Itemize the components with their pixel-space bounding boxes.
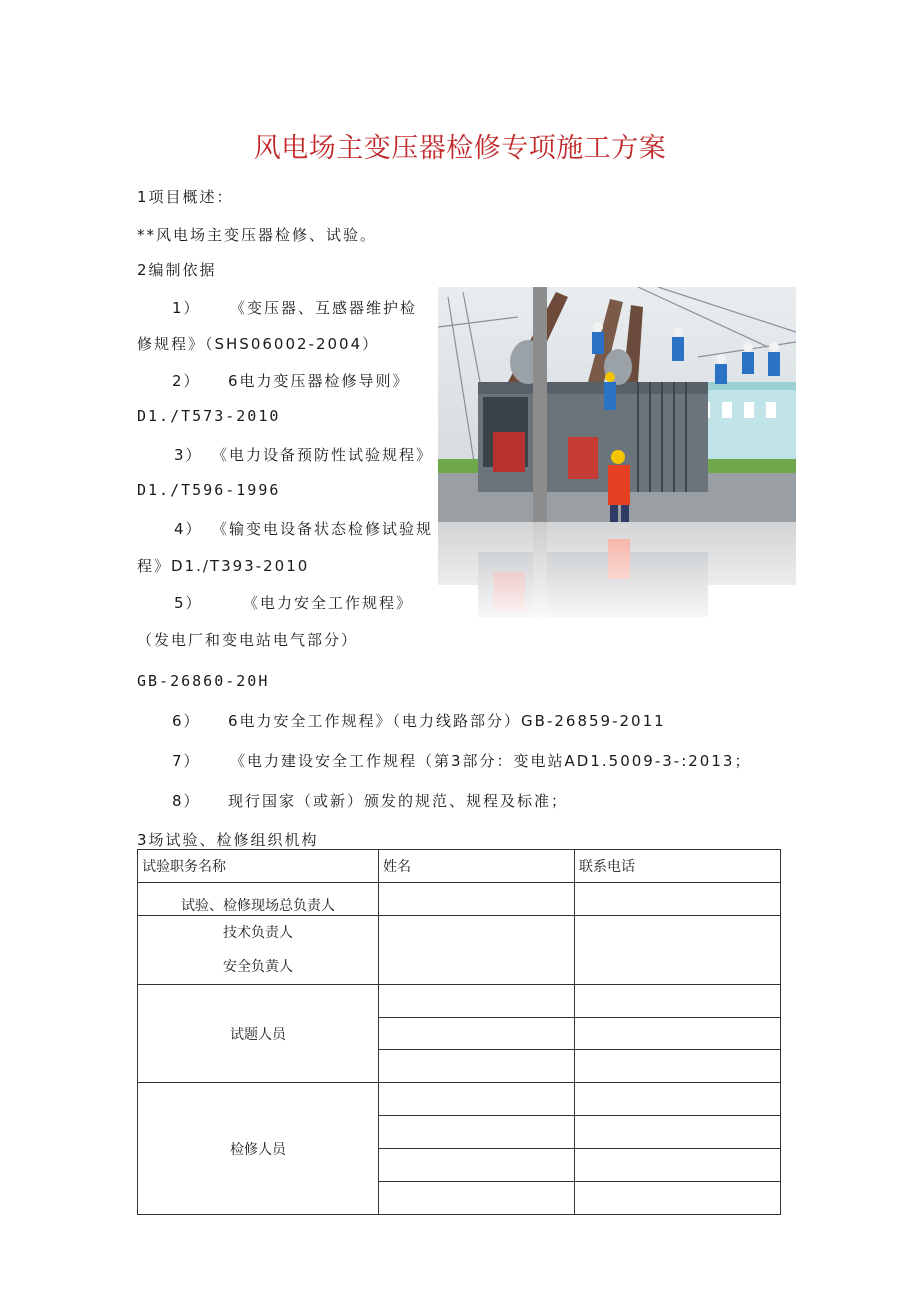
- header-role: 试验职务名称: [138, 850, 379, 883]
- header-phone: 联系电话: [575, 850, 781, 883]
- role-site-leader: 试验、检修现场总负责人: [138, 883, 379, 916]
- cell-phone: [575, 883, 781, 916]
- item-8-line-1: 现行国家（或新）颁发的规范、规程及标准；: [228, 792, 569, 810]
- cell-name: [379, 916, 575, 985]
- cell-phone: [575, 1182, 781, 1215]
- section-3-heading: 3场试验、检修组织机构: [137, 831, 319, 849]
- item-3-number: 3）: [174, 446, 203, 464]
- cell-phone: [575, 1050, 781, 1083]
- item-2-line-1: 6电力变压器检修导则》: [228, 372, 410, 390]
- section-1-text: **风电场主变压器检修、试验。: [137, 226, 378, 244]
- table-row: [138, 916, 781, 985]
- item-7-number: 7）: [172, 752, 201, 770]
- item-4-line-2: 程》D1./T393-2010: [137, 557, 310, 575]
- role-safety-lead: 安全负黄人: [223, 959, 293, 975]
- item-4-line-1: 《输变电设备状态检修试验规: [212, 520, 434, 538]
- cell-phone: [575, 1083, 781, 1116]
- item-2-line-2: D1./T573-2010: [137, 407, 281, 425]
- item-5-line-2: （发电厂和变电站电气部分）: [137, 631, 359, 649]
- role-testers: 试题人员: [138, 985, 379, 1083]
- item-1-line-2: 修规程》（SHS06002-2004）: [137, 335, 380, 353]
- item-5-line-3: GB-26860-20H: [137, 672, 270, 690]
- item-6-line-1: 6电力安全工作规程》（电力线路部分）GB-26859-2011: [228, 712, 666, 730]
- role-tech-lead: 技术负责人: [223, 925, 293, 941]
- page-title: 风电场主变压器检修专项施工方案: [253, 133, 667, 164]
- header-name: 姓名: [379, 850, 575, 883]
- table-header-row: [138, 850, 781, 883]
- cell-name: [379, 1050, 575, 1083]
- cell-name: [379, 985, 575, 1018]
- cell-name: [379, 1116, 575, 1149]
- section-2-heading: 2编制依据: [137, 261, 217, 279]
- item-1-number: 1）: [172, 299, 201, 317]
- cell-name: [379, 883, 575, 916]
- item-3-line-2: D1./T596-1996: [137, 481, 281, 499]
- cell-phone: [575, 1018, 781, 1050]
- item-2-number: 2）: [172, 372, 201, 390]
- item-5-line-1: 《电力安全工作规程》: [243, 594, 414, 612]
- section-1-heading: 1项目概述：: [137, 188, 234, 206]
- item-6-number: 6）: [172, 712, 201, 730]
- cell-phone: [575, 916, 781, 985]
- cell-name: [379, 1182, 575, 1215]
- cell-phone: [575, 1149, 781, 1182]
- table-row: [138, 1083, 781, 1116]
- table-row: [138, 883, 781, 916]
- item-1-line-1: 《变压器、互感器维护检: [230, 299, 418, 317]
- item-7-line-1: 《电力建设安全工作规程（第3部分：变电站AD1.5009-3-:2013；: [230, 752, 752, 770]
- item-4-number: 4）: [174, 520, 203, 538]
- cell-phone: [575, 1116, 781, 1149]
- table-row: [138, 985, 781, 1018]
- cell-name: [379, 1018, 575, 1050]
- item-5-number: 5）: [174, 594, 203, 612]
- item-8-number: 8）: [172, 792, 201, 810]
- transformer-maintenance-photo: [438, 287, 796, 617]
- organization-table: [137, 849, 781, 1215]
- cell-phone: [575, 985, 781, 1018]
- role-tech-safety: [138, 916, 379, 985]
- role-repairers: 检修人员: [138, 1083, 379, 1215]
- cell-name: [379, 1083, 575, 1116]
- item-3-line-1: 《电力设备预防性试验规程》: [212, 446, 434, 464]
- cell-name: [379, 1149, 575, 1182]
